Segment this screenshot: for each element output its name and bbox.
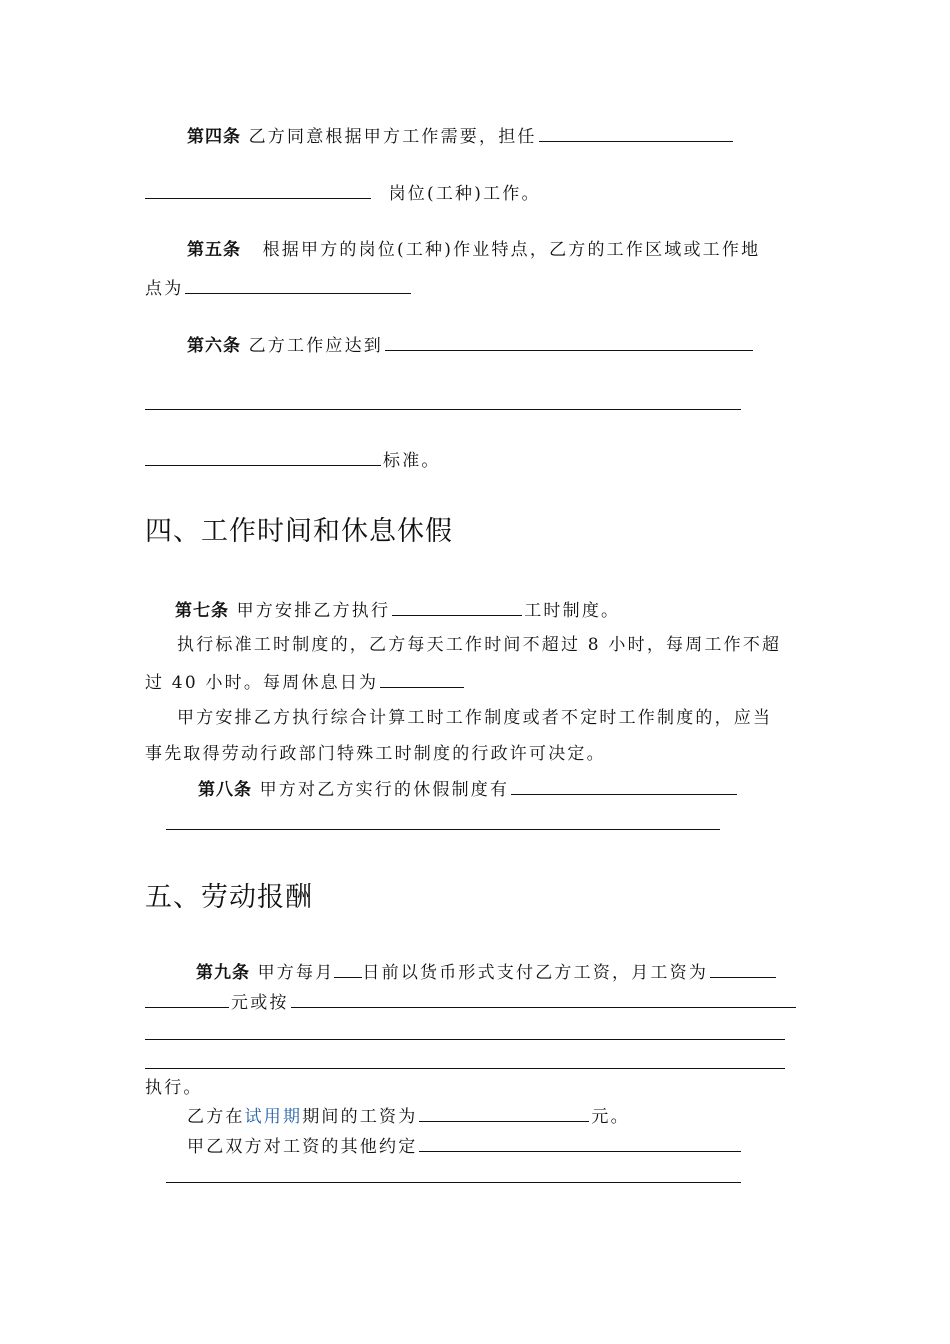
article-7-p1b: 过 40 小时。每周休息日为 <box>145 673 379 693</box>
article-5-line2 <box>145 276 413 301</box>
article-9-text-b: 日前以货币形式支付乙方工资，月工资为 <box>362 963 709 983</box>
article-8-text: 甲方对乙方实行的休假制度有 <box>259 780 510 800</box>
article-6-blank-line[interactable] <box>145 409 741 410</box>
rest-day-blank[interactable] <box>380 670 464 688</box>
article-9-text-d: 执行。 <box>145 1078 203 1098</box>
article-4-blank-2[interactable] <box>145 181 371 199</box>
article-8-label: 第八条 <box>198 780 252 800</box>
article-7-p2: 甲方安排乙方执行综合计算工时工作制度或者不定时工作制度的，应当 <box>177 708 773 728</box>
article-7-line1 <box>175 598 620 623</box>
other-wage-blank[interactable] <box>419 1134 741 1152</box>
other-wage-text: 甲乙双方对工资的其他约定 <box>187 1137 418 1157</box>
article-9-text-c: 元或按 <box>231 993 289 1013</box>
probation-text-a: 乙方在 <box>187 1107 245 1127</box>
section-5-heading: 五、劳动报酬 <box>145 882 313 913</box>
article-7-label: 第七条 <box>175 601 229 621</box>
monthly-wage-blank-2[interactable] <box>145 990 229 1008</box>
article-4-line2 <box>145 181 541 206</box>
section-4-heading: 四、工作时间和休息休假 <box>145 516 453 547</box>
article-9-text-a: 甲方每月 <box>257 963 335 983</box>
article-4-blank[interactable] <box>539 124 733 142</box>
article-5-label: 第五条 <box>187 240 241 260</box>
probation-wage-line <box>187 1104 630 1129</box>
article-6-line1 <box>187 333 755 358</box>
article-5-blank[interactable] <box>185 276 411 294</box>
article-7-p1b-line <box>145 670 466 695</box>
article-6-blank-3[interactable] <box>145 448 381 466</box>
article-5-text: 根据甲方的岗位(工种)作业特点，乙方的工作区域或工作地 <box>262 240 761 260</box>
monthly-wage-blank[interactable] <box>710 960 776 978</box>
article-4-tail: 岗位(工种)工作。 <box>388 184 541 204</box>
other-wage-line <box>187 1134 743 1159</box>
wage-basis-line-3[interactable] <box>145 1068 785 1069</box>
article-9-label: 第九条 <box>196 963 250 983</box>
article-4-label: 第四条 <box>187 127 241 147</box>
probation-text-c: 元。 <box>591 1107 630 1127</box>
article-5-text2: 点为 <box>145 279 184 299</box>
article-6-blank[interactable] <box>385 333 753 351</box>
article-7-p1: 执行标准工时制度的，乙方每天工作时间不超过 8 小时，每周工作不超 <box>177 635 782 655</box>
article-5-line1 <box>187 238 760 262</box>
article-7-blank[interactable] <box>392 598 522 616</box>
article-7-p2b: 事先取得劳动行政部门特殊工时制度的行政许可决定。 <box>145 744 606 764</box>
article-6-tail: 标准。 <box>383 451 441 471</box>
probation-wage-blank[interactable] <box>419 1104 589 1122</box>
article-7-text-after: 工时制度。 <box>524 601 621 621</box>
article-6-text: 乙方工作应达到 <box>248 336 384 356</box>
article-8-line1 <box>198 777 739 802</box>
article-9-line1 <box>196 960 778 985</box>
probation-link[interactable]: 试用期 <box>244 1107 303 1127</box>
article-4-line1 <box>187 124 735 149</box>
article-6-line3 <box>145 448 441 473</box>
wage-basis-blank[interactable] <box>291 990 796 1008</box>
article-4-text: 乙方同意根据甲方工作需要，担任 <box>248 127 537 147</box>
wage-basis-line-2[interactable] <box>145 1039 785 1040</box>
other-wage-line-2[interactable] <box>166 1182 741 1183</box>
article-6-label: 第六条 <box>187 336 241 356</box>
probation-text-b: 期间的工资为 <box>302 1107 418 1127</box>
article-8-blank[interactable] <box>511 777 737 795</box>
article-7-text: 甲方安排乙方执行 <box>236 601 391 621</box>
article-9-line2 <box>145 990 798 1015</box>
pay-day-blank[interactable] <box>334 960 362 978</box>
article-8-blank-line[interactable] <box>166 829 720 830</box>
